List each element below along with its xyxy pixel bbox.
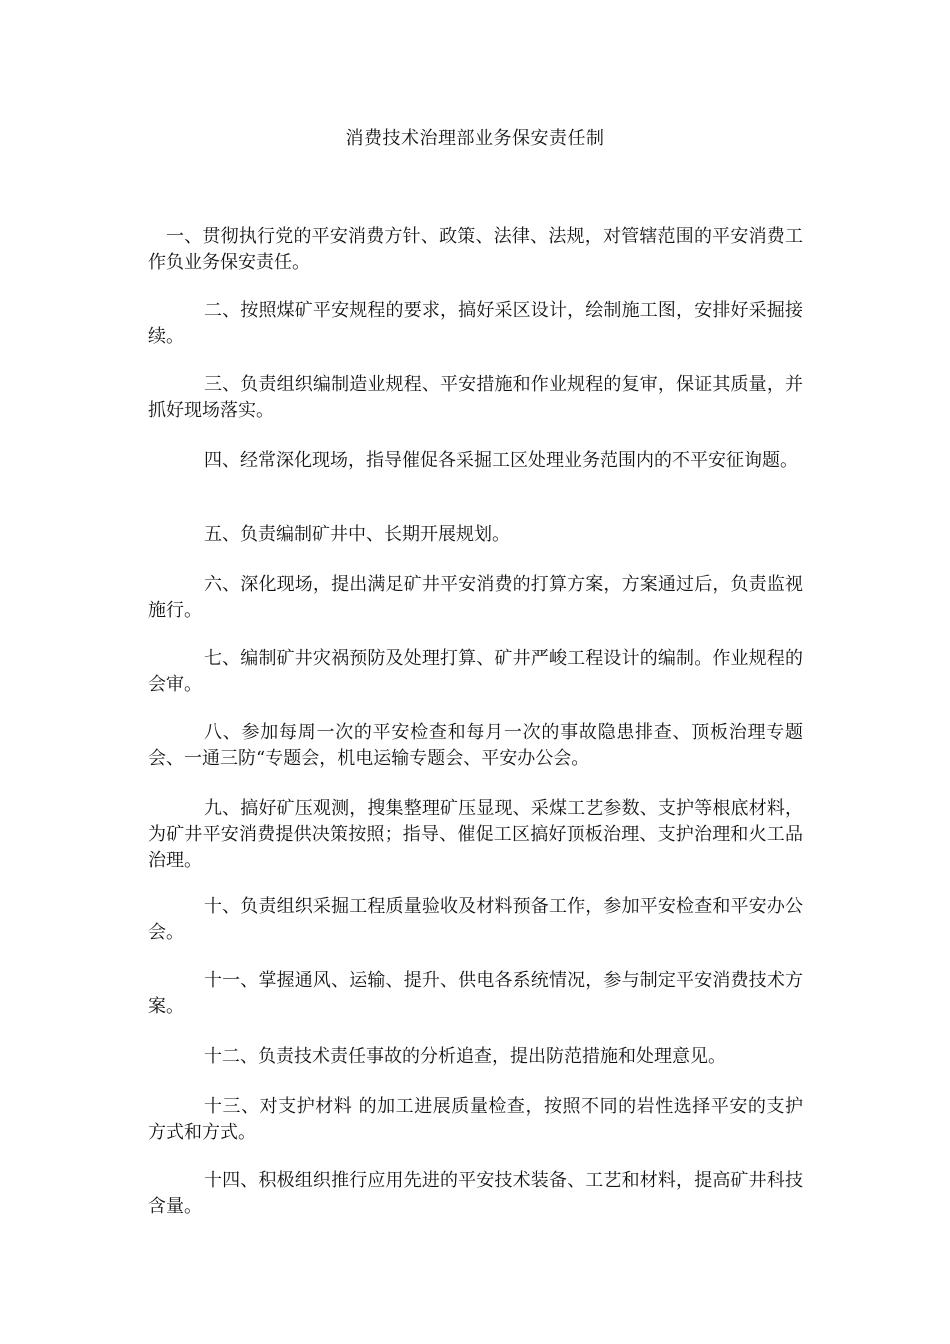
- paragraph-11: 十一、掌握通风、运输、提升、供电各系统情况，参与制定平安消费技术方案。: [148, 970, 803, 1017]
- paragraph-6: 六、深化现场，提出满足矿井平安消费的打算方案，方案通过后，负责监视施行。: [148, 574, 803, 621]
- paragraph-10: 十、负责组织采掘工程质量验收及材料预备工作，参加平安检查和平安办公会。: [148, 896, 803, 943]
- paragraph-7: 七、编制矿井灾祸预防及处理打算、矿井严峻工程设计的编制。作业规程的会审。: [148, 648, 803, 695]
- paragraph-9: 九、搞好矿压观测，搜集整理矿压显现、采煤工艺参数、支护等根底材料，为矿井平安消费提供决策按照；指导、催促工区搞好顶板治理、支护治理和火工品治理。: [148, 798, 803, 871]
- document-title: 消费技术治理部业务保安责任制: [345, 128, 605, 149]
- paragraph-14: 十四、积极组织推行应用先进的平安技术装备、工艺和材料，提高矿井科技含量。: [148, 1170, 803, 1217]
- paragraph-1: 一、贯彻执行党的平安消费方针、政策、法律、法规，对管辖范围的平安消费工作负业务保安责任。: [148, 226, 803, 273]
- paragraph-8: 八、参加每周一次的平安检查和每月一次的事故隐患排查、顶板治理专题会、一通三防“专题会，机电运输专题会、平安办公会。: [148, 722, 803, 769]
- paragraph-4: 四、经常深化现场，指导催促各采掘工区处理业务范围内的不平安征询题。: [204, 450, 798, 471]
- paragraph-13: 十三、对支护材料 的加工进展质量检查，按照不同的岩性选择平安的支护方式和方式。: [148, 1096, 803, 1143]
- paragraph-12: 十二、负责技术责任事故的分析追查，提出防范措施和处理意见。: [204, 1046, 726, 1067]
- paragraph-2: 二、按照煤矿平安规程的要求，搞好采区设计，绘制施工图，安排好采掘接续。: [148, 300, 803, 347]
- paragraph-5: 五、负责编制矿井中、长期开展规划。: [204, 524, 510, 545]
- paragraph-3: 三、负责组织编制造业规程、平安措施和作业规程的复审，保证其质量，并抓好现场落实。: [148, 374, 803, 421]
